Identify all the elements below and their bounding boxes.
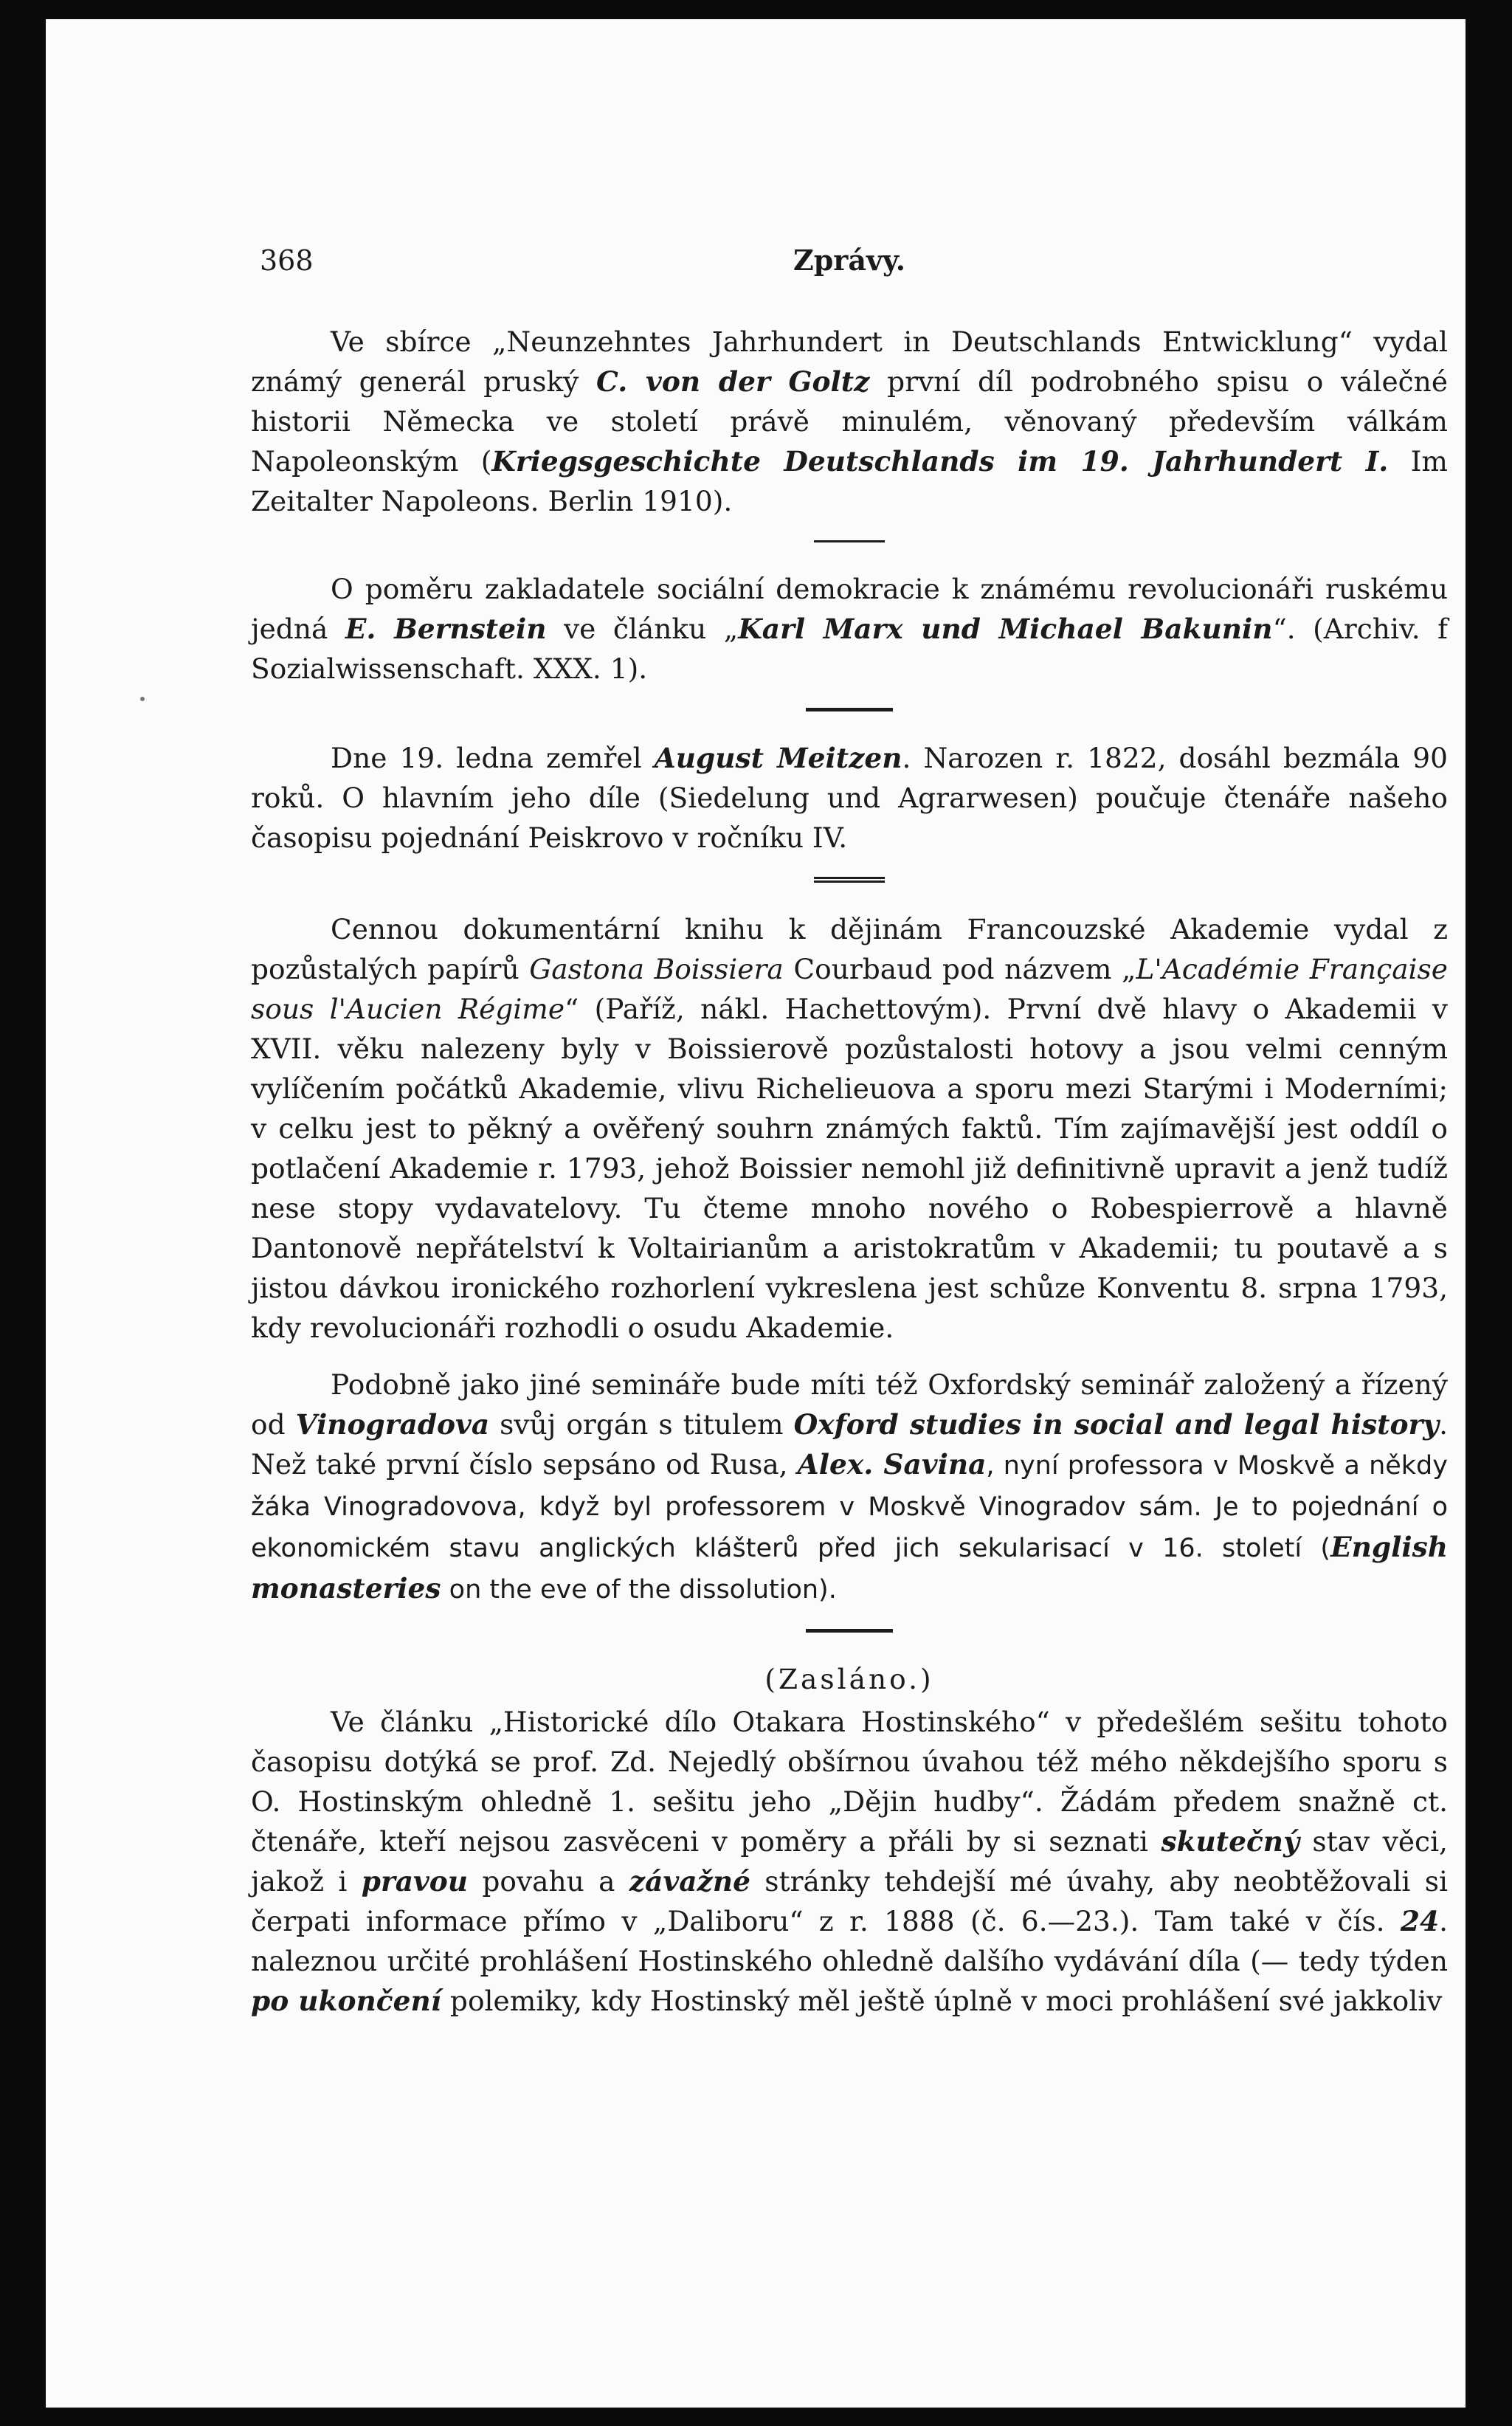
text: “. (Archiv. f Sozialwissenschaft. XXX. 1).	[251, 613, 1448, 685]
person-name: August Meitzen	[654, 742, 902, 774]
emphasis: závažné	[629, 1865, 750, 1898]
text: . Než také první číslo sepsáno od Rusa,	[251, 1408, 1448, 1481]
section-separator	[806, 708, 893, 711]
text: stránky tehdejší mé úvahy, aby neobtěžovali si čerpati informace přímo v „Daliboru“ z r. 1888 (č. 6.—23.). Tam také v čís.	[251, 1865, 1449, 1937]
emphasis: pravou	[361, 1865, 469, 1898]
text: ve článku „	[546, 613, 739, 645]
text: svůj orgán s titulem	[489, 1408, 794, 1441]
person-name: Vinogradova	[295, 1408, 490, 1441]
text: O poměru zakladatele sociální demokracie k známému revolucionáři ruskému jedná	[251, 573, 1448, 645]
article-title: Karl Marx und Michael Bakunin	[738, 613, 1273, 645]
person-name: Alex. Savina	[797, 1448, 987, 1481]
text: Im Zeitalter Napoleons. Berlin 1910).	[251, 445, 1448, 517]
issue-number: 24	[1400, 1905, 1440, 1937]
text: polemiky, kdy Hostinský měl ještě úplně v moci prohlášení své jakkoliv	[441, 1985, 1443, 2017]
author-name: E. Bernstein	[345, 613, 547, 645]
text: stav věci, jakož i	[251, 1825, 1448, 1898]
work-title: English monasteries	[251, 1531, 1448, 1605]
running-head	[251, 241, 1448, 292]
text: Dne 19. ledna zemřel	[331, 742, 655, 774]
running-title: Zprávy.	[793, 244, 905, 277]
book-title: L'Académie Française sous l'Aucien Régime	[251, 953, 1448, 1025]
text: Podobně jako jiné semináře bude míti též Oxfordský seminář založený a řízený od	[251, 1368, 1448, 1441]
book-title: Kriegsgeschichte Deutschlands im 19. Jahrhundert I.	[491, 445, 1389, 478]
margin-dot-mark	[140, 697, 145, 701]
double-separator	[814, 877, 885, 883]
text: Ve článku „Historické dílo Otakara Hostinského“ v předešlém sešitu tohoto časopisu dotýká se prof. Zd. Nejedlý obšírnou úvahou též mého někdejšího sporu s O. Hostinským ohledně 1. sešitu jeho „Dějin hudby“. Žádám předem snažně ct. čtenáře, kteří nejsou zasvěceni v poměry a přáli by si seznati	[251, 1706, 1448, 1858]
text: Ve sbírce „Neunzehntes Jahrhundert in Deutschlands Entwicklung“ vydal známý generál pruský	[251, 325, 1448, 398]
text: , nyní professora v Moskvě a někdy žáka Vinogradovova, když byl professorem v Moskvě Vinogradov sám. Je to pojednání o ekonomickém stavu anglických klášterů před jich sekularisací v 16. století (	[251, 1451, 1448, 1563]
text: povahu a	[468, 1865, 629, 1898]
news-item-oxford	[251, 1365, 1448, 1610]
news-item-boissier	[251, 909, 1448, 1348]
text: . Narozen r. 1822, dosáhl bezmála 90 roků. O hlavním jeho díle (Siedelung und Agrarwesen) poučuje čtenáře našeho časopisu pojednání Peiskrovo v ročníku IV.	[251, 742, 1448, 854]
text: Courbaud pod názvem „	[783, 953, 1136, 985]
letter-zaslano	[251, 1702, 1448, 2021]
news-item-goltz	[251, 322, 1448, 521]
news-item-meitzen	[251, 738, 1448, 858]
text: on the eve of the dissolution).	[441, 1575, 837, 1605]
text: “ (Paříž, nákl. Hachettovým). První dvě hlavy o Akademii v XVII. věku nalezeny byly v Boissierově pozůstalosti hotovy a jsou velmi cenným vylíčením počátků Akademie, vlivu Richelieuova a sporu mezi Starými i Moderními; v celku jest to pěkný a ověřený souhrn známých faktů. Tím zajímavější jest oddíl o potlačení Akademie r. 1793, jehož Boissier nemohl již definitivně upravit a jenž tudíž nese stopy vydavatelovy. Tu čteme mnoho nového o Robespierrově a hlavně Dantonově nepřátelství k Voltairianům a aristokratům v Akademii; tu poutavě a s jistou dávkou ironického rozhorlení vykreslena jest schůze Konventu 8. srpna 1793, kdy revolucionáři rozhodli o osudu Akademie.	[251, 993, 1448, 1344]
news-item-bernstein	[251, 569, 1448, 689]
person-name: Gastona Boissiera	[529, 953, 784, 985]
author-name: C. von der Goltz	[596, 365, 870, 398]
book-page	[46, 19, 1466, 2408]
text: . naleznou určité prohlášení Hostinského ohledně dalšího vydávání díla (— tedy týden	[251, 1905, 1448, 1977]
text: první díl podrobného spisu o válečné historii Německa ve století právě minulém, věnovaný především válkám Napoleonským (	[251, 365, 1449, 478]
emphasis: po ukončení	[251, 1985, 442, 2017]
section-heading-zaslano: (Zasláno.)	[764, 1663, 934, 1695]
section-separator	[814, 540, 885, 542]
emphasis: skutečný	[1161, 1825, 1299, 1858]
section-separator	[806, 1629, 893, 1633]
page-content	[251, 241, 1448, 2021]
journal-title: Oxford studies in social and legal history	[793, 1408, 1440, 1441]
text: Cennou dokumentární knihu k dějinám Francouzské Akademie vydal z pozůstalých papírů	[251, 913, 1448, 985]
page-number: 368	[260, 244, 314, 277]
